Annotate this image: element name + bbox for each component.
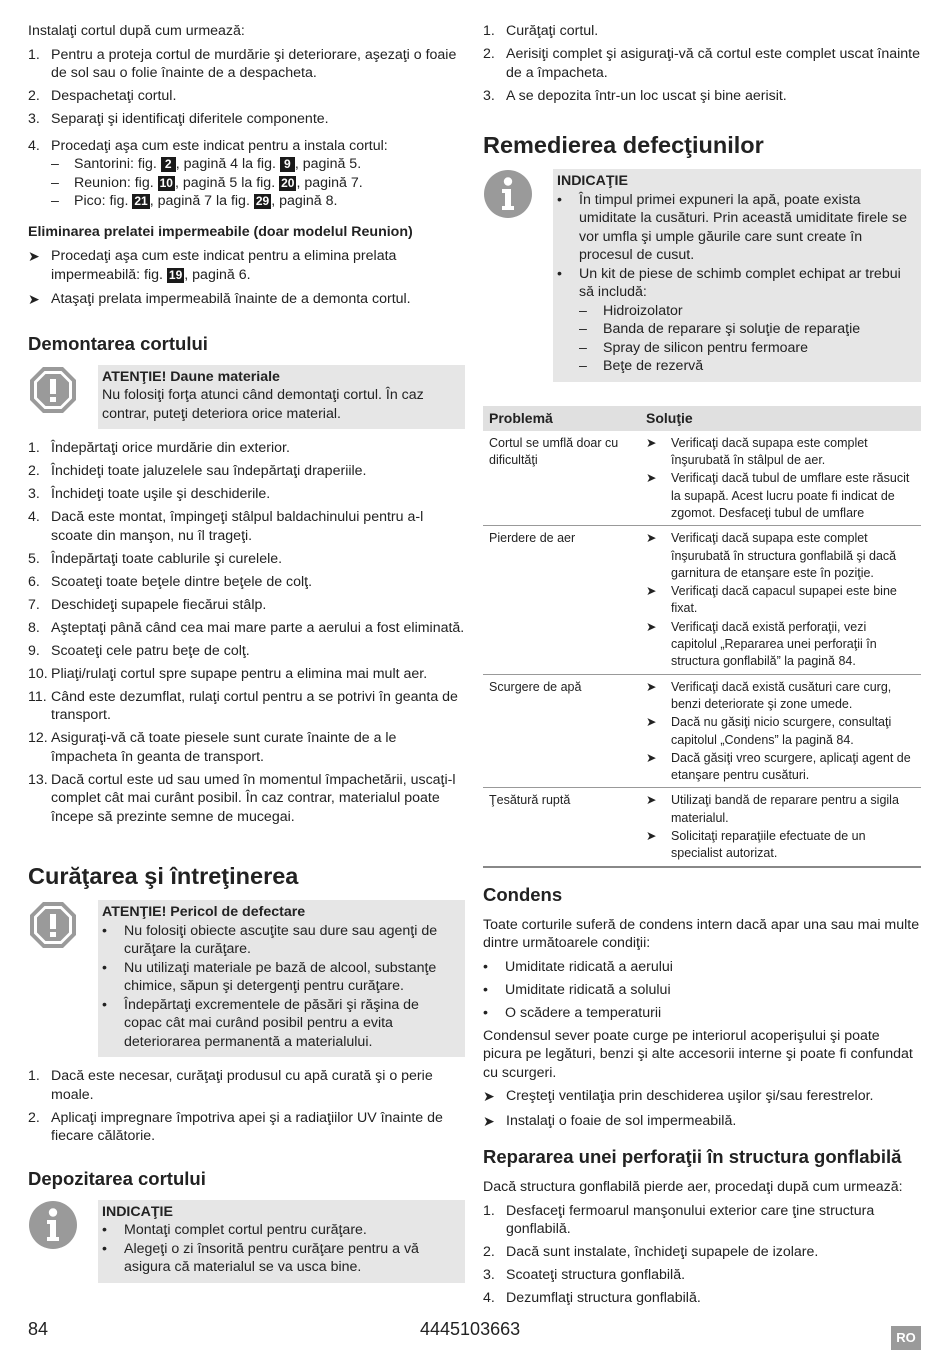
solution-item [646,470,915,522]
step-number: 1. [28,46,40,63]
step-text: Dacă cortul este ud sau umed în momentul împachetării, uscaţi-l complet cât mai curânt posibil. În caz contrar, materialul poate începe să prezinte semne de mucegai. [51,771,456,825]
problem-cell: Cortul se umflă doar cu dificultăţi [483,431,640,526]
step-number: 3. [28,111,40,127]
model-text [74,174,363,193]
model-item [51,155,465,174]
list-item [28,642,465,661]
dash: – [51,156,59,172]
arrow-icon: ➤ [646,619,657,634]
arrow-icon: ➤ [28,291,40,307]
arrow-icon: ➤ [646,531,657,546]
left-column [28,22,465,1293]
figure-badge: 9 [280,157,295,172]
instruction-pre: Procedaţi aşa cum este indicat pentru a elimina prelata impermeabilă: fig. [51,248,397,283]
bullet-text: Nu utilizaţi materiale pe bază de alcool, substanţe chimice, săpun şi detergenţi pentru curăţare. [124,959,437,994]
solution-text: Verificaţi dacă supapa este complet înşurubată în stâlpul de aer. [671,435,868,468]
step-number: 4. [28,509,40,525]
figure-badge: 29 [255,194,270,208]
bullet: • [557,265,562,282]
step-number: 6. [28,573,40,590]
solution-item [646,583,915,618]
model-item [51,192,465,211]
table-row [483,526,921,674]
step-text: Îndepărtaţi toate cablurile şi curelele. [51,550,283,567]
bullet: • [102,922,107,939]
step-number: 2. [483,1244,495,1261]
model-mid: , pagină 7 la fig. [149,193,254,209]
solution-item [646,435,915,470]
note-bullet [557,191,913,265]
bullet: • [483,958,488,975]
dismantle-heading: Demontarea cortului [28,332,208,354]
exclamation-octagon-icon [28,900,98,1057]
list-item [483,1243,921,1262]
step-text: A se depozita într-un loc uscat şi bine aerisit. [506,87,787,104]
arrow-icon: ➤ [646,715,657,730]
condens-paragraph: Condensul sever poate curge pe interiorul acoperişului şi poate picura pe legături, benzi şi alte accesorii interne şi poate fi confundat cu scurgeri. [483,1027,913,1081]
step-text: Închideţi toate jaluzelele sau îndepărtaţi draperiile. [51,463,367,479]
header-problem: Problemă [483,406,640,431]
instruction-item [28,290,465,309]
model-mid: , pagină 4 la fig. [175,156,280,172]
bullet-text: Un kit de piese de schimb complet echipat ar trebui să includă: [579,265,901,300]
problem-cell: Ţesătură ruptă [483,788,640,867]
list-item [28,439,465,458]
info-circle-icon [483,169,553,382]
note-title: ATENŢIE! Pericol de defectare [102,904,306,920]
sub-text: Hidroizolator [603,302,683,319]
sub-text: Beţe de rezervă [603,358,704,374]
list-item [28,462,465,481]
solution-text: Utilizaţi bandă de reparare pentru a sigila materialul. [671,793,899,825]
step-text: Deschideţi supapele fiecărui stâlp. [51,596,267,613]
dismantle-steps [28,439,465,826]
table-header-row [483,406,921,431]
solution-item [646,828,915,863]
list-item [483,958,921,977]
step-number: 2. [28,463,40,479]
figure-badge: 2 [161,157,176,172]
step-text: Scoateţi structura gonflabilă. [506,1267,686,1284]
dash: – [51,174,59,191]
bullet-text: Montaţi complet cortul pentru curăţare. [124,1222,367,1238]
arrow-icon: ➤ [646,584,657,599]
note-bullet [557,265,913,302]
instruction-post: , pagină 6. [184,266,251,283]
step-text: Dacă sunt instalate, închideţi supapele de izolare. [506,1244,819,1261]
list-item [28,619,465,638]
model-end: , pagină 5. [294,156,362,172]
step-number: 12. [28,730,48,746]
note-bullet [102,922,457,959]
troubleshooting-table [483,406,921,868]
solution-cell [640,788,921,867]
model-name: Santorini: fig. [74,156,161,172]
model-mid: , pagină 5 la fig. [174,174,280,191]
step-text: Când este dezumflat, rulaţi cortul pentru a se potrivi în geanta de transport. [51,688,458,723]
solution-item [646,530,915,582]
bullet-text: Alegeţi o zi însorită pentru curăţare pentru a vă asigura că materialul se va usca bine. [124,1240,419,1275]
solution-cell [640,431,921,526]
note-text: Nu folosiţi forţa atunci când demontaţi cortul. În caz contrar, puteţi deteriora orice material. [102,387,424,422]
list-item [483,981,921,1000]
right-column [483,22,921,1312]
arrow-icon: ➤ [646,829,657,844]
list-item [28,596,465,615]
solution-text: Solicitaţi reparaţiile efectuate de un specialist autorizat. [671,829,866,861]
table-row [483,431,921,526]
note-title: INDICAŢIE [557,173,628,189]
step-text: Dezumflaţi structura gonflabilă. [506,1290,701,1307]
step-number: 5. [28,550,40,567]
condens-conditions [483,958,921,1023]
dash: – [579,339,587,356]
step-number: 3. [483,1267,495,1284]
list-item [28,1109,465,1146]
step-number: 4. [28,137,40,154]
arrow-icon: ➤ [646,679,657,694]
list-item [28,137,465,156]
info-note [483,169,921,382]
step-number: 13. [28,771,48,788]
table-row [483,674,921,788]
step-text: Separaţi şi identificaţi diferitele componente. [51,111,329,127]
step-text: Pliaţi/rulaţi cortul spre supape pentru a elimina mai mult aer. [51,665,428,682]
step-text: Scoateţi toate beţele dintre beţele de colţ. [51,573,313,590]
sub-text: Banda de reparare şi soluţie de reparaţie [603,321,861,337]
instruction-text: Creşteţi ventilaţia prin deschiderea uşilor şi/sau ferestrelor. [506,1088,874,1105]
step-text: Îndepărtaţi orice murdărie din exterior. [51,440,290,456]
condens-intro: Toate corturile suferă de condens intern dacă apar una sau mai multe dintre următoarele condiţii: [483,916,920,952]
instruction-text [51,247,465,284]
document-code: 4445103663 [420,1319,521,1339]
list-item [28,87,465,106]
model-end: , pagină 8. [271,193,338,209]
note-bullet [102,1221,457,1240]
arrow-icon: ➤ [646,471,657,486]
solution-item [646,714,915,749]
arrow-icon: ➤ [646,793,657,808]
step-text: Aplicaţi impregnare împotriva apei şi a radiaţiilor UV înainte de fiecare călătorie. [51,1109,443,1144]
figure-badge: 20 [281,175,295,190]
step-number: 1. [483,1202,495,1219]
bullet-text: Nu folosiţi obiecte ascuţite sau dure sau agenţi de curăţare la curăţare. [124,922,438,957]
install-steps [28,46,465,211]
language-badge: RO [891,1326,921,1350]
step-text: Dacă este montat, împingeţi stâlpul baldachinului pentru a-l scoate din manşon, nu îl trageţi. [51,509,424,544]
list-item [483,87,921,106]
list-item [28,665,465,684]
bullet: • [483,981,488,998]
step-text: Curăţaţi cortul. [506,23,599,39]
note-box [553,169,921,382]
bullet-text: Îndepărtaţi excrementele de păsări şi răşina de copac cât mai curând posibil pentru a evita deteriorarea permanentă a materialului. [124,996,419,1050]
instruction-item [28,247,465,284]
list-item [483,1202,921,1239]
model-text [74,192,337,211]
list-item [28,729,465,766]
bullet: • [483,1004,488,1021]
note-bullet [102,959,457,996]
step-text: Asiguraţi-vă că toate piesele sunt curate înainte de a le împacheta în geanta de transport. [51,730,397,765]
list-item [483,45,921,82]
solution-text: Verificaţi dacă tubul de umflare este răsucit la supapă. Acest lucru poate fi indicat de zgomot. Desfaceţi tubul de umflare [671,471,910,520]
instruction-text: Ataşaţi prelata impermeabilă înainte de a demonta cortul. [51,291,411,307]
list-item [483,1289,921,1308]
step-number: 4. [483,1290,495,1307]
bullet: • [102,996,107,1013]
dash: – [579,358,587,374]
step-number: 3. [483,87,495,104]
arrow-icon: ➤ [483,1112,495,1129]
note-box [98,365,465,430]
model-end: , pagină 7. [296,174,363,191]
model-name: Pico: fig. [74,193,133,209]
dash: – [51,193,59,209]
step-number: 2. [28,88,40,104]
arrow-icon: ➤ [646,435,657,450]
list-item [28,550,465,569]
step-number: 2. [483,46,495,62]
list-item [28,46,465,83]
arrow-icon: ➤ [483,1088,495,1105]
bullet-text: Umiditate ridicată a solului [505,981,671,998]
instruction-item [483,1112,921,1131]
model-text [74,155,361,174]
install-intro: Instalaţi cortul după cum urmează: [28,23,245,39]
step-number: 2. [28,1109,40,1126]
attention-note [28,900,465,1057]
note-bullet [102,996,457,1052]
exclamation-octagon-icon [28,365,98,430]
bullet: • [557,191,562,208]
solution-text: Dacă nu găsiţi nicio scurgere, consultaţi capitolul „Condens” la pagină 84. [671,715,892,747]
step-text: Desfaceţi fermoarul manşonului exterior care ţine structura gonflabilă. [506,1202,875,1238]
condens-heading: Condens [483,883,563,905]
list-item [28,573,465,592]
solution-text: Dacă găsiţi vreo scurgere, aplicaţi agent de etanşare pentru cusături. [671,750,911,783]
step-number: 8. [28,619,40,636]
step-text: Scoateţi cele patru beţe de colţ. [51,642,250,659]
trouble-heading: Remedierea defecţiunilor [483,132,764,158]
bullet-text: În timpul primei expuneri la apă, poate exista umiditate la cusături. Prin această umiditate firele se vor umfla şi umple găurile care sunt create în procesul de cusut. [579,191,908,263]
info-note [28,1200,465,1283]
solution-text: Verificaţi dacă există perforaţii, vezi capitolul „Repararea unei perforaţii în structura gonflabilă” la pagină 84. [671,619,877,669]
repair-intro: Dacă structura gonflabilă pierde aer, procedaţi după cum urmează: [483,1179,903,1196]
step-text: Aerisiţi complet şi asiguraţi-vă că cortul este complet uscat înainte de a împacheta. [506,46,920,81]
repair-heading: Repararea unei perforaţii în structura gonflabilă [483,1146,902,1168]
page-number: 84 [28,1319,49,1339]
sub-item [557,357,913,376]
sub-item [557,302,913,321]
list-item [483,1266,921,1285]
step-number: 1. [483,23,495,39]
solution-item [646,619,915,671]
list-item [28,110,465,129]
solution-text: Verificaţi dacă capacul supapei este bine fixat. [671,584,897,616]
list-item [28,771,465,827]
step-text: Închideţi toate uşile şi deschiderile. [51,486,271,502]
step-text: Despachetaţi cortul. [51,88,177,104]
repair-steps [483,1202,921,1308]
note-bullet [102,1240,457,1277]
solution-text: Verificaţi dacă supapa este complet înşurubată în structura gonflabilă şi dacă garnitura de etanşare este în poziţie. [671,531,897,580]
model-list [28,155,465,211]
list-item [28,688,465,725]
step-number: 9. [28,642,40,659]
arrow-icon: ➤ [646,750,657,765]
bullet: • [102,1222,107,1238]
figure-badge: 10 [159,175,173,190]
figure-badge: 19 [168,267,183,282]
solution-text: Verificaţi dacă există cusături care curg, benzi deteriorate şi zone umede. [671,679,892,711]
list-item [28,1067,465,1104]
clean-heading: Curăţarea şi întreţinerea [28,863,299,889]
attention-note [28,365,465,430]
solution-cell [640,526,921,674]
problem-cell: Scurgere de apă [483,674,640,788]
note-title: ATENŢIE! Daune materiale [102,368,280,385]
storage-heading: Depozitarea cortului [28,1167,206,1189]
model-name: Reunion: fig. [74,174,158,191]
step-text: Aşteptaţi până când cea mai mare parte a aerului a fost eliminată. [51,619,465,636]
problem-cell: Pierdere de aer [483,526,640,674]
list-item [28,508,465,545]
step-text: Pentru a proteja cortul de murdărie şi deteriorare, aşezaţi o foaie de sol sau o folie înainte de a despacheta. [51,46,457,81]
arrow-icon: ➤ [28,248,40,264]
instruction-text: Instalaţi o foaie de sol impermeabilă. [506,1112,737,1129]
sub-item [557,339,913,358]
bullet-text: Umiditate ridicată a aerului [505,958,673,975]
bullet: • [102,959,107,976]
solution-cell [640,674,921,788]
table-row [483,788,921,867]
bullet: • [102,1240,107,1257]
info-circle-icon [28,1200,98,1283]
header-solution: Soluţie [640,406,921,431]
step-number: 1. [28,440,40,456]
sub-item [557,320,913,339]
storage-steps [483,22,921,105]
step-text: Dacă este necesar, curăţaţi produsul cu apă curată şi o perie moale. [51,1068,433,1103]
instruction-item [483,1087,921,1106]
note-box [98,900,465,1057]
step-number: 11. [28,688,47,705]
fly-heading: Eliminarea prelatei impermeabile (doar modelul Reunion) [28,223,413,240]
list-item [28,485,465,504]
note-box [98,1200,465,1283]
list-item [483,1004,921,1023]
note-title: INDICAŢIE [102,1203,173,1220]
model-item [51,174,465,193]
dash: – [579,321,587,337]
solution-item [646,750,915,785]
step-number: 3. [28,486,40,502]
step-number: 1. [28,1068,40,1084]
solution-item [646,679,915,714]
dash: – [579,302,587,319]
bullet-text: O scădere a temperaturii [505,1004,662,1021]
step-text: Procedaţi aşa cum este indicat pentru a instala cortul: [51,137,388,154]
figure-badge: 21 [134,194,148,208]
clean-steps [28,1067,465,1146]
solution-item [646,792,915,827]
step-number: 7. [28,596,40,613]
step-number: 10. [28,665,48,682]
sub-text: Spray de silicon pentru fermoare [603,339,809,356]
list-item [483,22,921,41]
